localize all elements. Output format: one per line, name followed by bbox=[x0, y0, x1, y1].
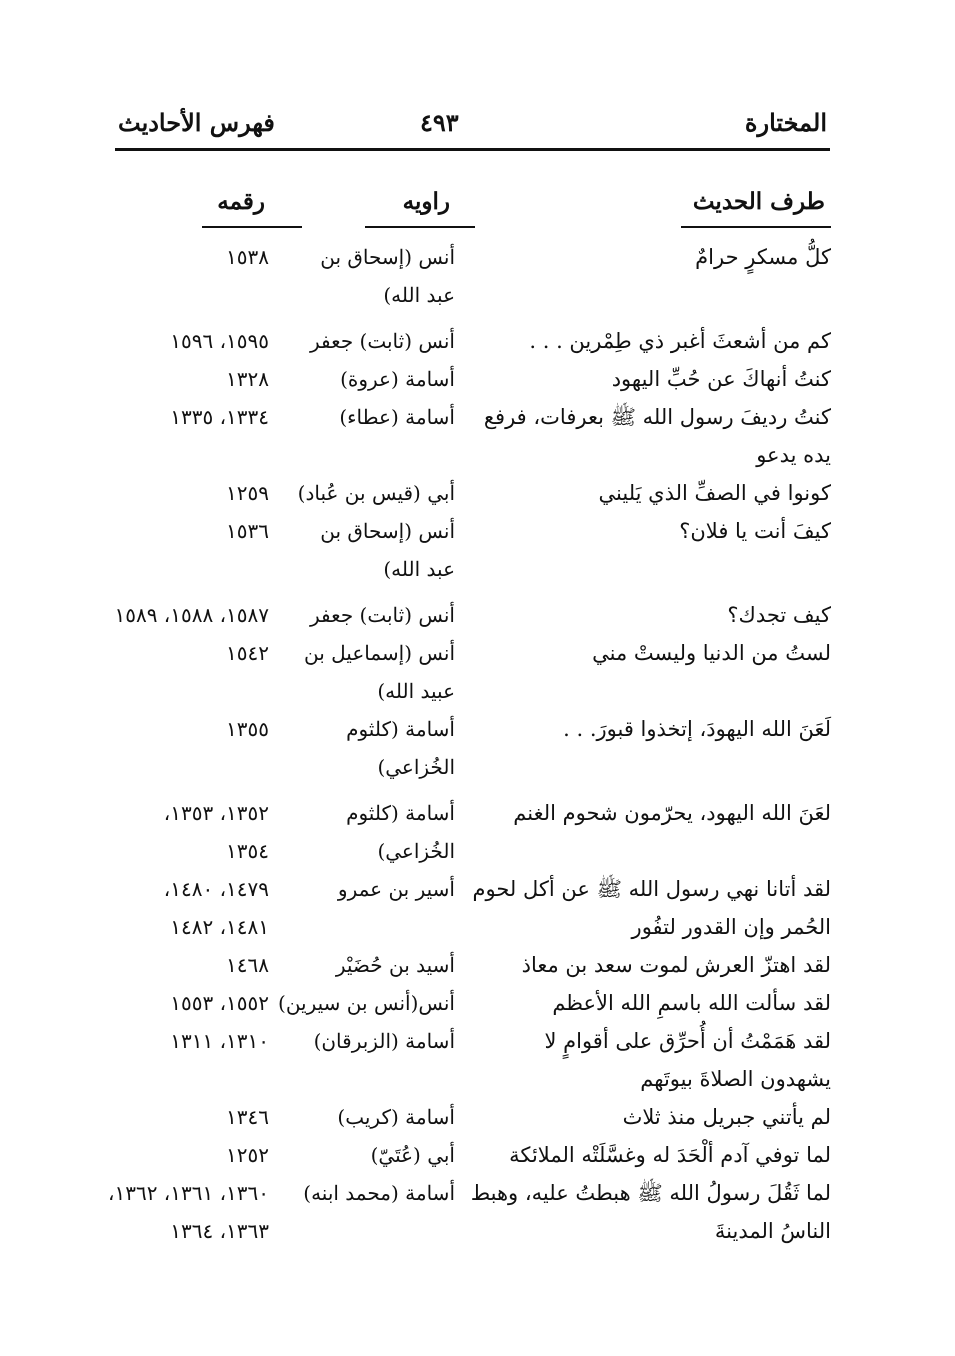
hadith-index-list bbox=[0, 238, 955, 1250]
hadith-text: كنتُ رديفَ رسول الله ﷺ بعرفات، فرفع bbox=[483, 405, 831, 429]
hadith-number: ١٥٨٧، ١٥٨٨، ١٥٨٩ bbox=[114, 603, 269, 627]
index-entry bbox=[0, 512, 955, 588]
hadith-number: ١٣٢٨ bbox=[226, 367, 269, 391]
hadith-number: ١٣٦٠، ١٣٦١، ١٣٦٢، bbox=[108, 1181, 269, 1205]
index-entry bbox=[0, 360, 955, 398]
hadith-text: لقد سألت الله باسمِ الله الأعظم bbox=[552, 991, 831, 1015]
hadith-text: كلُّ مسكرٍ حرامٌ bbox=[695, 245, 831, 269]
column-header-hadith: طرف الحديث bbox=[692, 188, 825, 215]
narrator: أسامة (كريب) bbox=[337, 1105, 455, 1129]
narrator: أنس (ثابت) جعفر bbox=[310, 329, 455, 353]
index-entry bbox=[0, 794, 955, 870]
hadith-text: لعَنَ الله اليهود، يحرّمون شحوم الغنم bbox=[513, 801, 831, 825]
hadith-number: ١٤٧٩، ١٤٨٠، bbox=[163, 877, 269, 901]
hadith-number: ١٥٩٥، ١٥٩٦ bbox=[170, 329, 269, 353]
index-entry bbox=[0, 710, 955, 786]
hadith-number: ١٢٥٢ bbox=[226, 1143, 269, 1167]
hadith-number: ١٥٤٢ bbox=[226, 641, 269, 665]
hadith-text: لقد أتانا نهي رسول الله ﷺ عن أكل لحوم bbox=[472, 877, 831, 901]
index-entry bbox=[0, 322, 955, 360]
hadith-number: ١٥٣٨ bbox=[226, 245, 269, 269]
narrator: أبي (قيس بن عُباد) bbox=[297, 481, 455, 505]
narrator: أنس (إسحاق بن bbox=[320, 519, 455, 543]
narrator-continued: عبيد الله) bbox=[377, 679, 455, 703]
index-entry bbox=[0, 1022, 955, 1098]
hadith-number: ١٥٥٢، ١٥٥٣ bbox=[170, 991, 269, 1015]
index-entry bbox=[0, 474, 955, 512]
hadith-text: لَعَنَ الله اليهودَ، إتخذوا قبورَ. . . bbox=[563, 717, 831, 741]
hadith-text: كيف تجدك؟ bbox=[727, 603, 831, 627]
column-header-number: رقمه bbox=[217, 188, 265, 215]
index-entry bbox=[0, 596, 955, 634]
narrator: أسير بن عمرو bbox=[337, 877, 455, 901]
narrator: أسامة (عطاء) bbox=[339, 405, 455, 429]
narrator: أسامة (كلثوم bbox=[346, 801, 455, 825]
index-entry bbox=[0, 238, 955, 314]
hadith-text: لستُ من الدنيا وليستْ مني bbox=[592, 641, 831, 665]
hadith-text: لما توفي آدم ألْحَدَ له وغسَّلَتْه الملائكة bbox=[509, 1143, 831, 1167]
narrator: أنس (إسماعيل بن bbox=[303, 641, 455, 665]
hadith-text: لما ثَقُلَ رسولُ الله ﷺ هبطتُ عليه، وهبط bbox=[470, 1181, 831, 1205]
column-underline-hadith bbox=[681, 226, 831, 228]
index-entry bbox=[0, 1136, 955, 1174]
narrator: أسامة (كلثوم bbox=[346, 717, 455, 741]
hadith-number-continued: ١٤٨١، ١٤٨٢ bbox=[170, 915, 269, 939]
narrator: أبي (عُتَيّ) bbox=[370, 1143, 455, 1167]
hadith-number: ١٣٤٦ bbox=[226, 1105, 269, 1129]
narrator: أسامة (الزبرقان) bbox=[313, 1029, 455, 1053]
hadith-number: ١٣٣٤، ١٣٣٥ bbox=[170, 405, 269, 429]
hadith-text: لقد هَمَمْتُ أن أُحرِّق على أقوامٍ لا bbox=[544, 1029, 831, 1053]
book-title: المختارة bbox=[744, 108, 827, 137]
header-divider bbox=[115, 148, 830, 151]
hadith-text: كونوا في الصفِّ الذي يَليني bbox=[598, 481, 831, 505]
hadith-number: ١٣٥٢، ١٣٥٣، bbox=[163, 801, 269, 825]
hadith-text-continued: الحُمر وإن القدور لتفُور bbox=[631, 915, 831, 939]
section-title: فهرس الأحاديث bbox=[118, 108, 275, 137]
index-entry bbox=[0, 1174, 955, 1250]
column-underline-number bbox=[202, 226, 302, 228]
index-entry bbox=[0, 398, 955, 474]
hadith-text: كنتُ أنهاكَ عن حُبِّ اليهود bbox=[611, 367, 831, 391]
page-number: ٤٩٣ bbox=[420, 108, 459, 137]
hadith-text: كيفَ أنت يا فلان؟ bbox=[679, 519, 831, 543]
hadith-number: ١٣٥٥ bbox=[226, 717, 269, 741]
hadith-number: ١٤٦٨ bbox=[226, 953, 269, 977]
narrator: أسامة (محمد ابنه) bbox=[303, 1181, 455, 1205]
hadith-number: ١٥٣٦ bbox=[226, 519, 269, 543]
narrator-continued: الخُزاعي) bbox=[377, 839, 455, 863]
hadith-text: لم يأتني جبريل منذ ثلاث bbox=[622, 1105, 831, 1129]
narrator-continued: الخُزاعي) bbox=[377, 755, 455, 779]
index-entry bbox=[0, 1098, 955, 1136]
hadith-text-continued: يشهدون الصلاةَ بيوتَهم bbox=[640, 1067, 831, 1091]
hadith-number: ١٣١٠، ١٣١١ bbox=[170, 1029, 269, 1053]
hadith-number: ١٢٥٩ bbox=[226, 481, 269, 505]
hadith-text-continued: الناسُ المدينةَ bbox=[714, 1219, 831, 1243]
hadith-text-continued: يده يدعو bbox=[756, 443, 831, 467]
narrator: أنس(أنس بن سيرين) bbox=[278, 991, 455, 1015]
narrator: أسيد بن حُضَيْر bbox=[335, 953, 455, 977]
index-entry bbox=[0, 984, 955, 1022]
hadith-text: كم من أشعثَ أغبر ذي طِمْرين . . . bbox=[529, 329, 831, 353]
narrator: أسامة (عروة) bbox=[340, 367, 455, 391]
narrator: أنس (ثابت) جعفر bbox=[310, 603, 455, 627]
index-entry bbox=[0, 870, 955, 946]
column-underline-narrator bbox=[365, 226, 475, 228]
column-header-narrator: راويه bbox=[402, 188, 450, 215]
narrator-continued: عبد الله) bbox=[383, 283, 455, 307]
hadith-number-continued: ١٣٥٤ bbox=[226, 839, 269, 863]
narrator-continued: عبد الله) bbox=[383, 557, 455, 581]
hadith-text: لقد اهتزّ العرش لموت سعد بن معاذ bbox=[521, 953, 831, 977]
index-entry bbox=[0, 946, 955, 984]
narrator: أنس (إسحاق بن bbox=[320, 245, 455, 269]
hadith-number-continued: ١٣٦٣، ١٣٦٤ bbox=[170, 1219, 269, 1243]
index-entry bbox=[0, 634, 955, 710]
